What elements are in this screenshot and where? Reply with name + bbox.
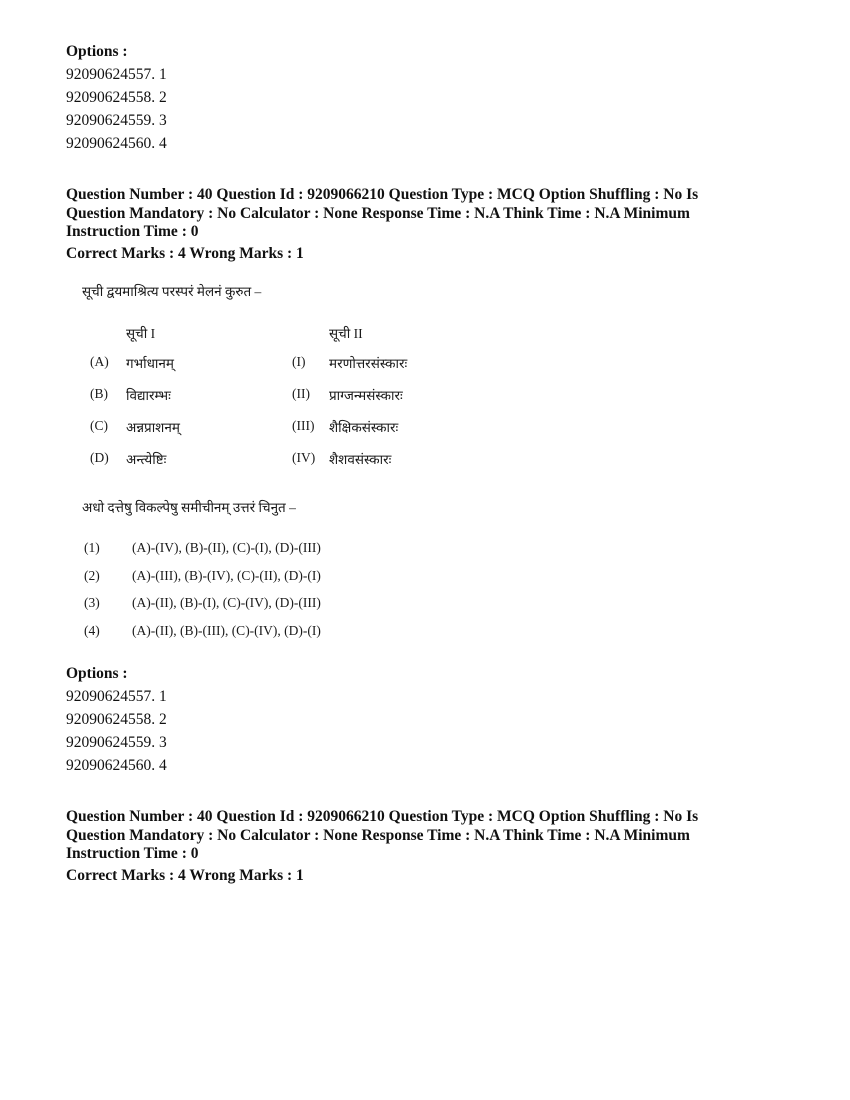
option-item: 92090624557. 1 [66, 66, 167, 83]
meta-line: Instruction Time : 0 [66, 223, 199, 240]
list2-item: शैक्षिकसंस्कारः [329, 420, 399, 435]
option-item: 92090624559. 3 [66, 112, 167, 129]
meta-line: Question Mandatory : No Calculator : None Response Time : N.A Think Time : N.A Minimum [66, 204, 690, 222]
question-marks: Correct Marks : 4 Wrong Marks : 1 [66, 245, 304, 262]
list2-item: मरणोत्तरसंस्कारः [329, 356, 408, 371]
list1-item: गर्भाधानम् [126, 356, 174, 371]
question-meta [66, 186, 766, 242]
options-block-bottom [66, 662, 167, 777]
meta-line: Instruction Time : 0 [66, 845, 199, 862]
question-body [82, 280, 502, 650]
option-item: 92090624560. 4 [66, 757, 167, 774]
meta-line: Question Number : 40 Question Id : 9209066210 Question Type : MCQ Option Shuffling : No Is [66, 186, 699, 203]
option-item: 92090624560. 4 [66, 135, 167, 152]
match-row [90, 354, 510, 374]
choice-number: (2) [84, 568, 100, 583]
list1-item: विद्यारम्भः [126, 388, 171, 403]
options-heading: Options : [66, 665, 128, 682]
list2-item: शैशवसंस्कारः [329, 452, 392, 467]
question-instruction: सूची द्वयमाश्रित्य परस्परं मेलनं कुरुत – [82, 284, 262, 299]
choice-text: (A)-(II), (B)-(I), (C)-(IV), (D)-(III) [132, 595, 321, 610]
list2-label: (I) [292, 354, 306, 369]
answer-choice [84, 568, 504, 588]
options-heading: Options : [66, 43, 128, 60]
options-block-top [66, 40, 167, 155]
choice-text: (A)-(II), (B)-(III), (C)-(IV), (D)-(I) [132, 623, 321, 638]
match-row [90, 386, 510, 406]
list1-label: (C) [90, 418, 108, 433]
list2-label: (III) [292, 418, 315, 433]
next-question-meta [66, 808, 766, 864]
list1-label: (B) [90, 386, 108, 401]
answer-choice [84, 623, 504, 643]
list2-label: (II) [292, 386, 310, 401]
choose-instruction: अधो दत्तेषु विकल्पेषु समीचीनम् उत्तरं चिनुत – [82, 500, 296, 515]
list1-header: सूची I [126, 326, 156, 341]
list1-label: (D) [90, 450, 109, 465]
list1-item: अन्त्येष्टिः [126, 452, 167, 467]
list2-item: प्राग्जन्मसंस्कारः [329, 388, 403, 403]
answer-choice [84, 595, 504, 615]
choice-text: (A)-(IV), (B)-(II), (C)-(I), (D)-(III) [132, 540, 321, 555]
meta-line: Question Mandatory : No Calculator : None Response Time : N.A Think Time : N.A Minimum [66, 826, 690, 844]
answer-choice [84, 540, 504, 560]
list1-label: (A) [90, 354, 109, 369]
list1-item: अन्नप्राशनम् [126, 420, 180, 435]
option-item: 92090624558. 2 [66, 711, 167, 728]
choice-number: (3) [84, 595, 100, 610]
option-item: 92090624559. 3 [66, 734, 167, 751]
list2-header: सूची II [329, 326, 363, 341]
choice-number: (4) [84, 623, 100, 638]
choice-number: (1) [84, 540, 100, 555]
match-row [90, 418, 510, 438]
option-item: 92090624557. 1 [66, 688, 167, 705]
next-question-marks: Correct Marks : 4 Wrong Marks : 1 [66, 867, 304, 884]
choice-text: (A)-(III), (B)-(IV), (C)-(II), (D)-(I) [132, 568, 321, 583]
list2-label: (IV) [292, 450, 316, 465]
option-item: 92090624558. 2 [66, 89, 167, 106]
meta-line: Question Number : 40 Question Id : 9209066210 Question Type : MCQ Option Shuffling : No Is [66, 808, 699, 825]
match-row [90, 450, 510, 470]
